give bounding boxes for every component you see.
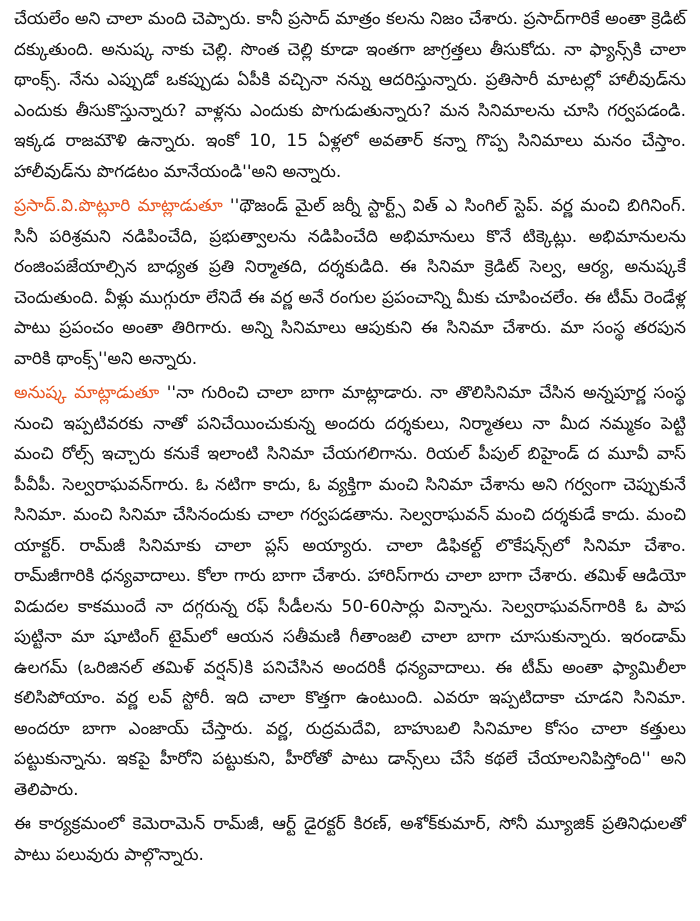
paragraph-1 — [14, 4, 686, 187]
paragraph-text: ఈ కార్యక్రమంలో కెమెరామెన్ రామ్‌జీ, ఆర్ట్ డైరక్టర్ కిరణ్, అశోక్‌కుమార్, సోనీ మ్యూజిక్ ప్రతినిధులతో పాటు పలువురు పాల్గొన్నారు. — [14, 814, 686, 865]
paragraph-3 — [14, 378, 686, 805]
paragraph-text: ''నా గురించి చాలా బాగా మాట్లాడారు. నా తొలిసినిమా చేసిన అన్నపూర్ణ సంస్థ నుంచి ఇప్పటివరకు నాతో పనిచేయించుకున్న అందరు దర్శకులు, నిర్మాతలు నా మీద నమ్మకం పెట్టి మంచి రోల్స్ ఇచ్చారు కనుకే ఇలాంటి సినిమా చేయగలిగాను. రియల్ పీపుల్ బిహైండ్ ద మూవీ వాస్ పీవీపీ. సెల్వరాఘవన్‌గారు. ఓ నటిగా కాదు, ఓ వ్యక్తిగా మంచి సినిమా చేశాను అని గర్వంగా చెప్పుకునే సినిమా. మంచి సినిమా చేసినందుకు చాలా గర్వపడతాను. సెల్వరాఘవన్ మంచి దర్శకుడే కాదు. మంచి యాక్టర్. రామ్‌జీ సినిమాకు చాలా ప్లస్ అయ్యారు. చాలా డిఫికల్ట్ లొకేషన్స్‌లో సినిమా చేశాం. రామ్‌జీగారికి ధన్యవాదాలు. కోలా గారు బాగా చేశారు. హారిస్‌గారు చాలా బాగా చేశారు. తమిళ్ ఆడియో విడుదల కాకముందే నా దగ్గరున్న రఫ్ సీడీలను 50-60సార్లు విన్నాను. సెల్వరాఘవన్‌గారికి ఓ పాప పుట్టినా మా షూటింగ్ టైమ్‌లో ఆయన సతీమణి గీతాంజలి చాలా బాగా చూసుకున్నారు. ఇరండామ్ ఉలగమ్ (ఒరిజినల్ తమిళ్ వర్షన్)కి పనిచేసిన అందరికీ ధన్యవాదాలు. ఈ టీమ్ అంతా ఫ్యామిలీలా కలిసిపోయాం. వర్ణ లవ్ స్టోరీ. ఇది చాలా కొత్తగా ఉంటుంది. ఎవరూ ఇప్పటిదాకా చూడని సినిమా. అందరూ బాగా ఎంజాయ్ చేస్తారు. వర్ణ, రుద్రమదేవి, బాహుబలి సినిమాల కోసం చాలా కత్తులు పట్టుకున్నాను. ఇకపై హీరోని పట్టుకుని, హీరోతో పాటు డాన్స్‌లు చేసే కథలే చేయాలనిపిస్తోంది'' అని తెలిపారు. — [14, 383, 686, 800]
speaker-name: అనుష్క మాట్లాడుతూ — [14, 383, 160, 403]
speaker-name: ప్రసాద్.వి.పొట్లూరి మాట్లాడుతూ — [14, 196, 223, 216]
paragraph-4 — [14, 809, 686, 870]
paragraph-2 — [14, 191, 686, 374]
paragraph-text: చేయలేం అని చాలా మంది చెప్పారు. కానీ ప్రసాద్ మాత్రం కలను నిజం చేశారు. ప్రసాద్‌గారికే అంతా క్రెడిట్ దక్కుతుంది. అనుష్క నాకు చెల్లి. సొంత చెల్లి కూడా ఇంతగా జాగ్రత్తలు తీసుకోదు. నా ఫ్యాన్స్‌కి చాలా థాంక్స్. నేను ఎప్పుడో ఒకప్పుడు ఏపీకి వచ్చినా నన్ను ఆదరిస్తున్నారు. ప్రతిసారీ మాటల్లో హాలీవుడ్‌ను ఎందుకు తీసుకొస్తున్నారు? వాళ్లను ఎందుకు పొగుడుతున్నారు? మన సినిమాలను చూసి గర్వపడండి. ఇక్కడ రాజమౌళి ఉన్నారు. ఇంకో 10, 15 ఏళ్లలో అవతార్ కన్నా గొప్ప సినిమాలు మనం చేస్తాం. హాలీవుడ్‌ను పొగడటం మానేయండి''అని అన్నారు. — [14, 9, 686, 182]
paragraph-text: ''థౌజండ్ మైల్ జర్నీ స్టార్ట్స్ విత్ ఎ సింగిల్ స్టెప్. వర్ణ మంచి బిగినింగ్. సినీ పరిశ్రమని నడిపించేది, ప్రభుత్వాలను నడిపించేది అభిమానులు కొనే టిక్కెట్లు. అభిమానులను రంజింపజేయాల్సిన బాధ్యత ప్రతి నిర్మాతది, దర్శకుడిది. ఈ సినిమా క్రెడిట్ సెల్వ, ఆర్య, అనుష్కకే చెందుతుంది. వీళ్లు ముగ్గురూ లేనిదే ఈ వర్ణ అనే రంగుల ప్రపంచాన్ని మీకు చూపించలేం. ఈ టీమ్ రెండేళ్ల పాటు ప్రపంచం అంతా తిరిగారు. అన్ని సినిమాలు ఆపుకుని ఈ సినిమా చేశారు. మా సంస్థ తరపున వారికి థాంక్స్''అని అన్నారు. — [14, 196, 686, 369]
